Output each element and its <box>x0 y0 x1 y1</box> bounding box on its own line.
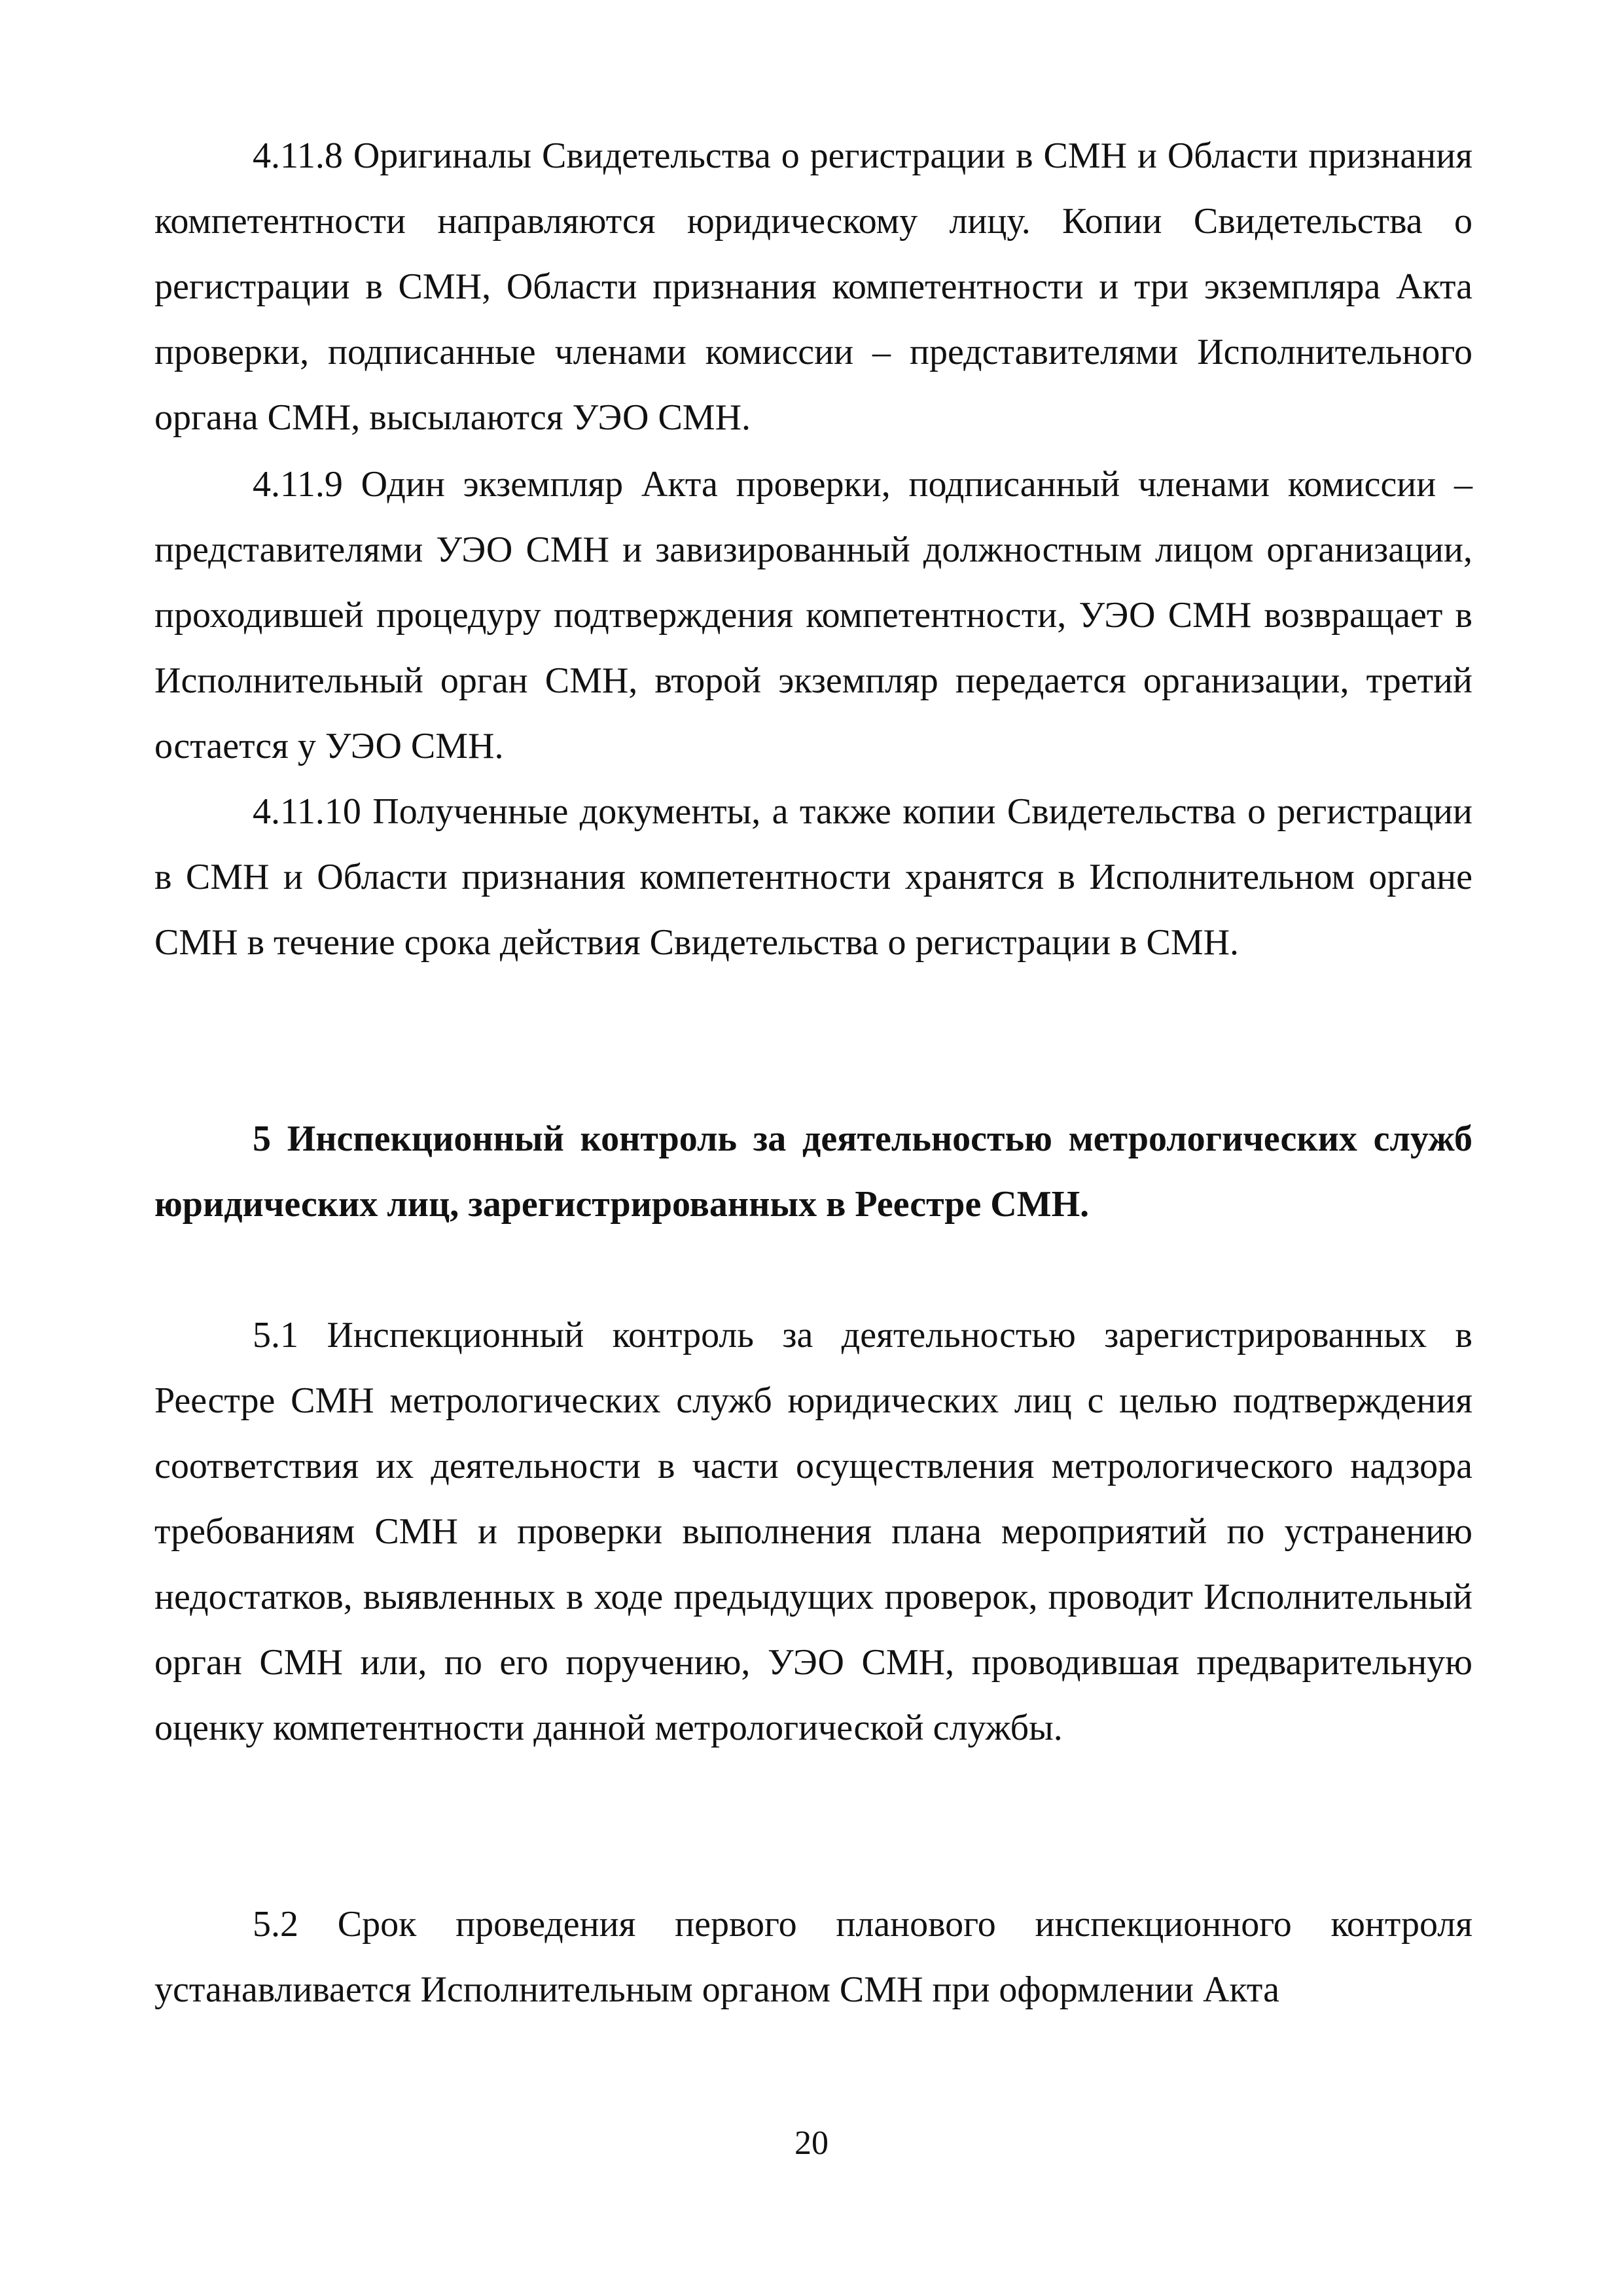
paragraph-5-2 <box>154 1892 1472 2022</box>
paragraph-4-11-9 <box>154 452 1472 779</box>
paragraph-text: 4.11.10 Полученные документы, а также копии Свидетельства о регистрации в СМН и Области признания компетентности хранятся в Исполнительном органе СМН в течение срока действия Свидетельства о регистрации в СМН. <box>154 791 1472 963</box>
page-number: 20 <box>794 2125 829 2162</box>
paragraph-text: 4.11.8 Оригиналы Свидетельства о регистрации в СМН и Области признания компетентности направляются юридическому лицу. Копии Свидетельства о регистрации в СМН, Области признания компетентности и три экземпляра Акта проверки, подписанные членами комиссии – представителями Исполнительного органа СМН, высылаются УЭО СМН. <box>154 135 1472 438</box>
paragraph-4-11-8 <box>154 123 1472 450</box>
paragraph-5-1 <box>154 1302 1472 1761</box>
paragraph-text: 4.11.9 Один экземпляр Акта проверки, подписанный членами комиссии – представителями УЭО СМН и завизированный должностным лицом организации, проходившей процедуру подтверждения компетентности, УЭО СМН возвращает в Исполнительный орган СМН, второй экземпляр передается организации, третий остается у УЭО СМН. <box>154 464 1472 766</box>
section-heading-5 <box>154 1106 1472 1237</box>
paragraph-text: 5.1 Инспекционный контроль за деятельностью зарегистрированных в Реестре СМН метрологических служб юридических лиц с целью подтверждения соответствия их деятельности в части осуществления метрологического надзора требованиям СМН и проверки выполнения плана мероприятий по устранению недостатков, выявленных в ходе предыдущих проверок, проводит Исполнительный орган СМН или, по его поручению, УЭО СМН, проводившая предварительную оценку компетентности данной метрологической службы. <box>154 1315 1472 1748</box>
paragraph-text: 5.2 Срок проведения первого планового инспекционного контроля устанавливается Исполнительным органом СМН при оформлении Акта <box>154 1904 1472 2010</box>
paragraph-4-11-10 <box>154 779 1472 975</box>
section-heading-text: 5 Инспекционный контроль за деятельностью метрологических служб юридических лиц, зарегистрированных в Реестре СМН. <box>154 1119 1472 1225</box>
